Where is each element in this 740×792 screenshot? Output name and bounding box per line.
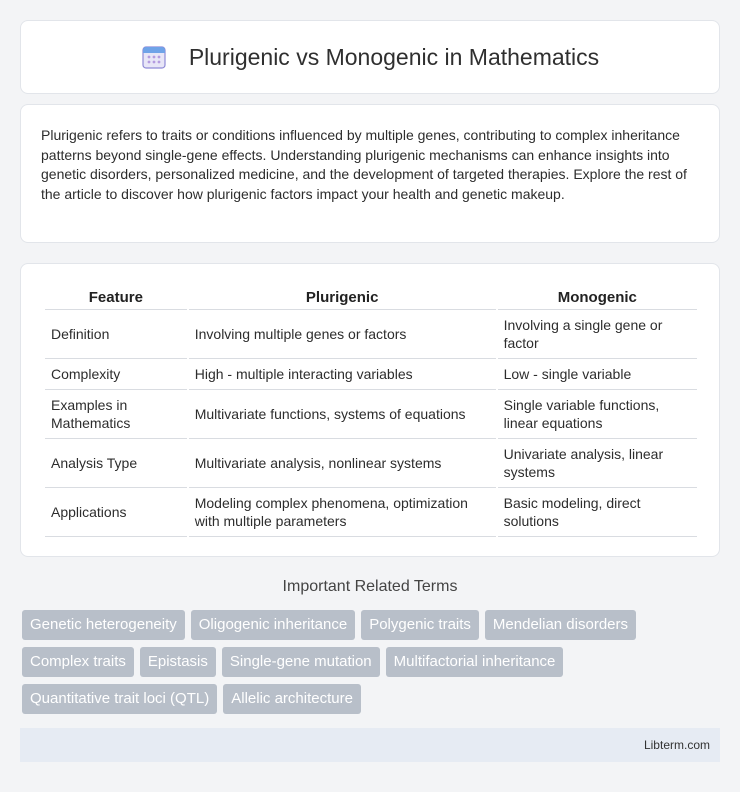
header-plurigenic: Plurigenic xyxy=(189,284,496,310)
comparison-card xyxy=(20,263,720,557)
table-cell: Applications xyxy=(45,488,187,537)
table-cell: Definition xyxy=(45,310,187,359)
header-monogenic: Monogenic xyxy=(498,284,697,310)
intro-text: Plurigenic refers to traits or conditions influenced by multiple genes, contributing to complex inheritance patterns beyond single-gene effects. Understanding plurigenic mechanisms can enhance insights into genetic disorders, personalized medicine, and the development of targeted therapies. Explore the rest of the article to discover how plurigenic factors impact your health and genetic makeup. xyxy=(41,127,687,202)
table-cell: High - multiple interacting variables xyxy=(189,359,496,390)
footer xyxy=(20,728,720,762)
table-row xyxy=(45,439,697,488)
table-cell: Analysis Type xyxy=(45,439,187,488)
table-cell: Multivariate analysis, nonlinear systems xyxy=(189,439,496,488)
table-cell: Examples in Mathematics xyxy=(45,390,187,439)
table-row xyxy=(45,390,697,439)
table-cell: Multivariate functions, systems of equations xyxy=(189,390,496,439)
table-cell: Basic modeling, direct solutions xyxy=(498,488,697,537)
table-cell: Complexity xyxy=(45,359,187,390)
header-card xyxy=(20,20,720,94)
table-row xyxy=(45,488,697,537)
table-cell: Involving a single gene or factor xyxy=(498,310,697,359)
related-terms-heading: Important Related Terms xyxy=(282,578,458,595)
comparison-table xyxy=(43,284,699,537)
table-cell: Involving multiple genes or factors xyxy=(189,310,496,359)
term-tag[interactable]: Allelic architecture xyxy=(223,684,361,714)
table-row xyxy=(45,310,697,359)
term-tag[interactable]: Complex traits xyxy=(22,647,134,677)
calendar-icon xyxy=(141,44,167,70)
term-tag[interactable]: Epistasis xyxy=(140,647,216,677)
table-cell: Univariate analysis, linear systems xyxy=(498,439,697,488)
intro-card xyxy=(20,104,720,243)
term-tag[interactable]: Quantitative trait loci (QTL) xyxy=(22,684,217,714)
term-tag[interactable]: Genetic heterogeneity xyxy=(22,610,185,640)
table-cell: Single variable functions, linear equations xyxy=(498,390,697,439)
page-title: Plurigenic vs Monogenic in Mathematics xyxy=(188,43,600,70)
term-tag[interactable]: Single-gene mutation xyxy=(222,647,380,677)
table-cell: Low - single variable xyxy=(498,359,697,390)
term-tag[interactable]: Mendelian disorders xyxy=(485,610,636,640)
term-tag[interactable]: Polygenic traits xyxy=(361,610,479,640)
footer-site-link[interactable]: Libterm.com xyxy=(643,738,710,752)
table-row xyxy=(45,359,697,390)
table-cell: Modeling complex phenomena, optimization with multiple parameters xyxy=(189,488,496,537)
term-tag[interactable]: Oligogenic inheritance xyxy=(191,610,355,640)
table-header-row xyxy=(45,284,697,310)
term-tag[interactable]: Multifactorial inheritance xyxy=(386,647,564,677)
related-terms-list xyxy=(22,610,722,714)
header-feature: Feature xyxy=(45,284,187,310)
